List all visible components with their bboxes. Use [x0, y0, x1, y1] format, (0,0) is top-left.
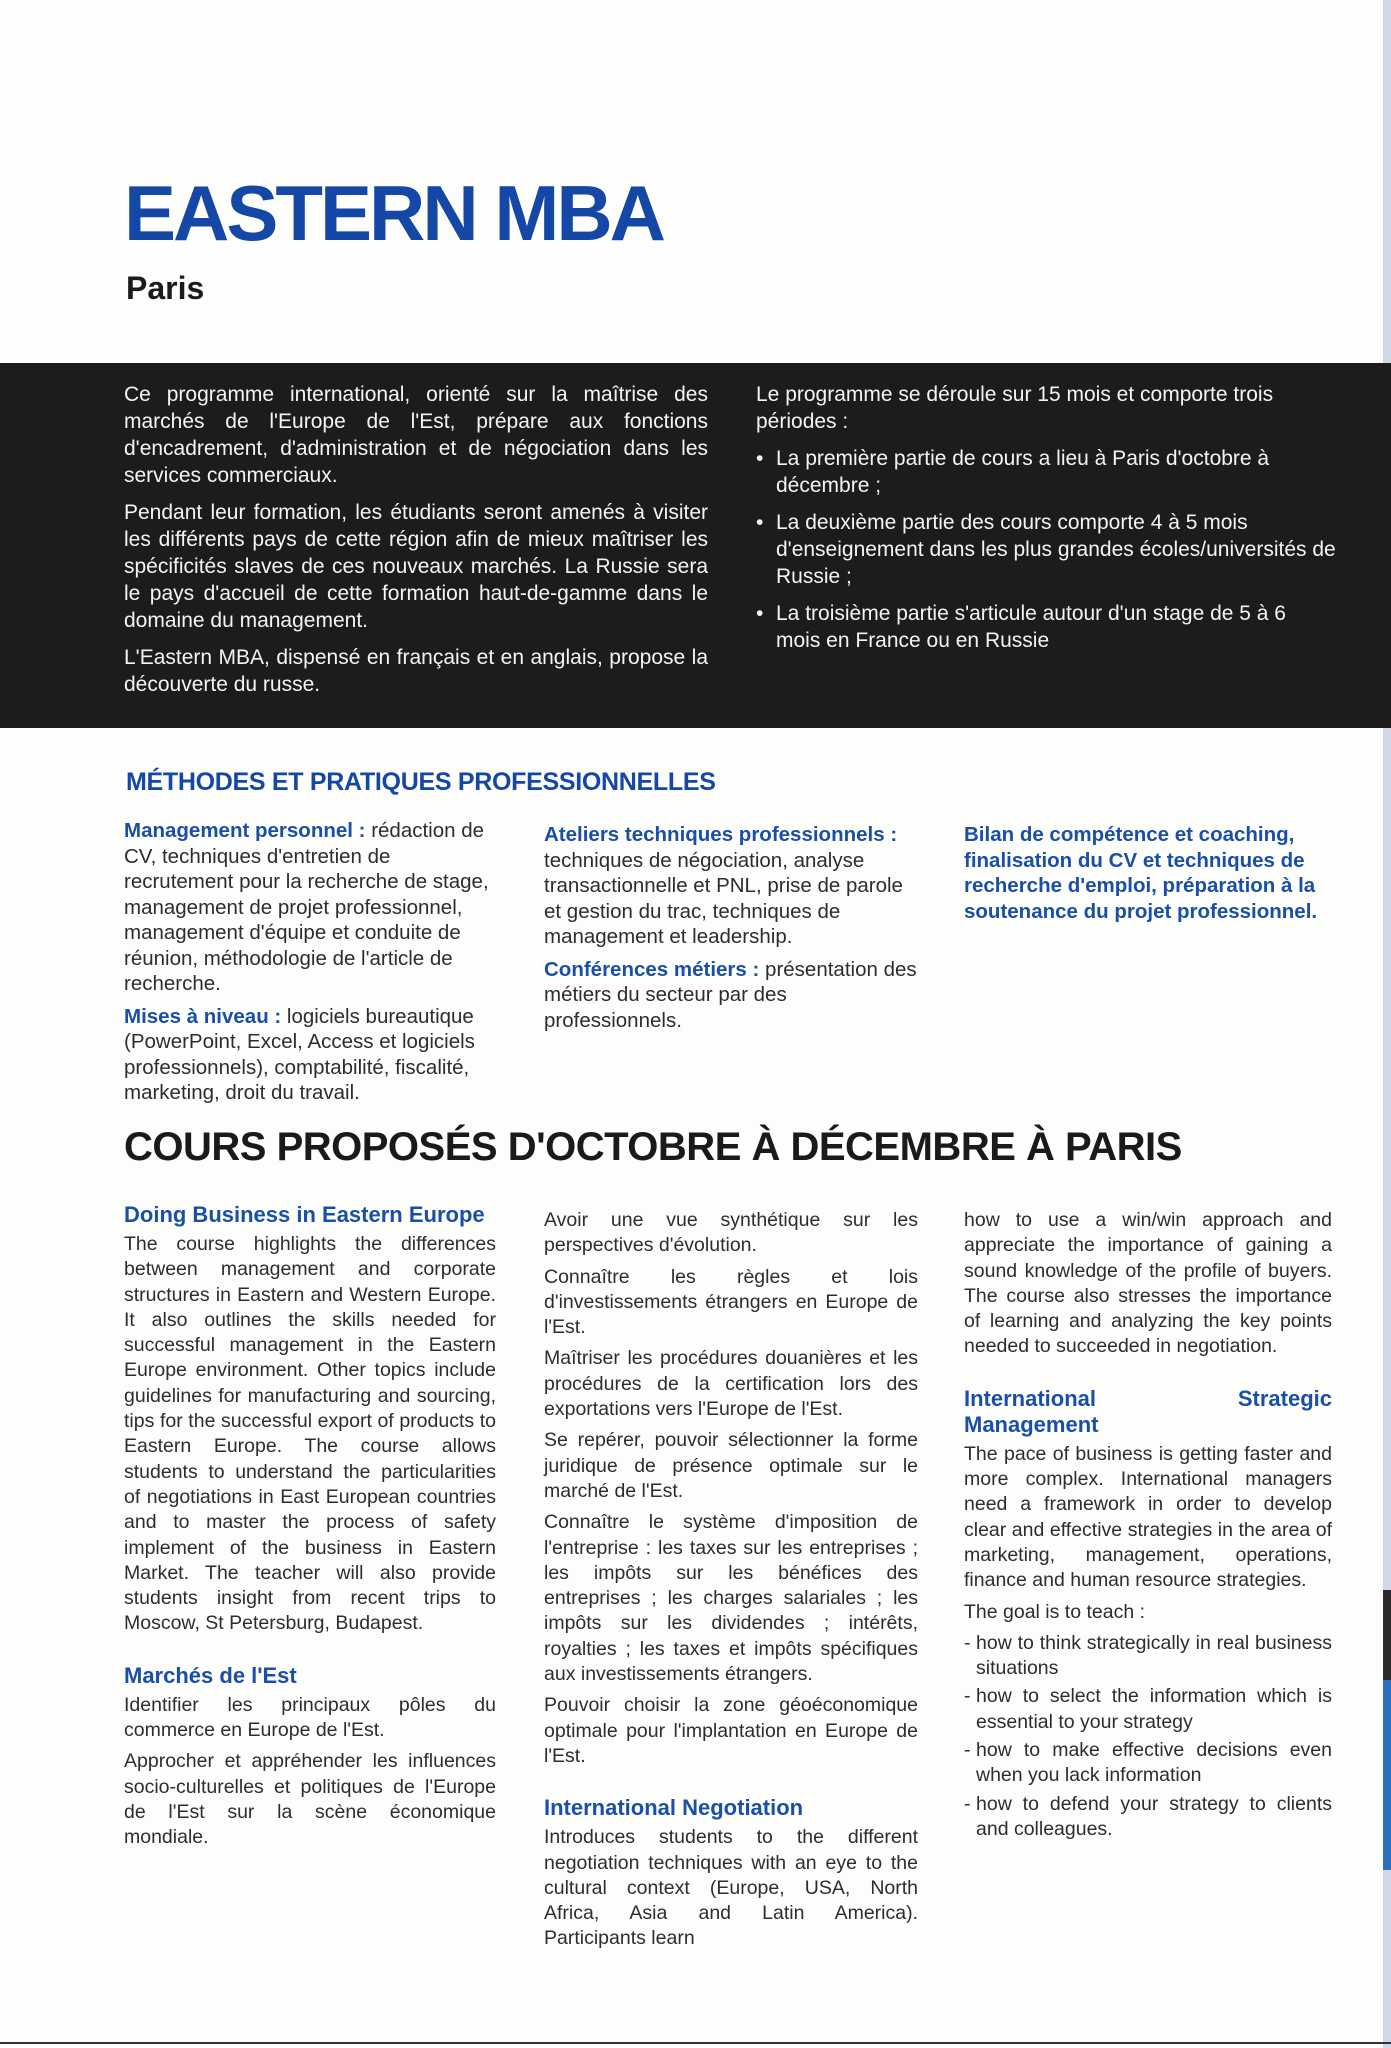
methods-item-lead: Conférences métiers :	[544, 957, 760, 981]
page-bottom-edge	[0, 2042, 1391, 2044]
dash-icon: -	[964, 1739, 971, 1762]
page-subtitle: Paris	[126, 270, 205, 306]
course-text-strategic: The pace of business is getting faster and more complex. International managers need a framework in order to develop clear and effective strategies in the area of marketing, management, operations, finance and human resource strategies.	[964, 1442, 1332, 1592]
bullet-icon: •	[756, 511, 764, 534]
methods-item-lead: Ateliers techniques professionnels :	[544, 823, 898, 846]
course-text-negotiation: Introduces students to the different negotiation techniques with an eye to the cultural context (Europe, USA, North Africa, Asia and Latin America). Participants learn	[544, 1826, 918, 1950]
bullet-icon: •	[756, 447, 764, 470]
list-item: - how to defend your strategy to clients and colleagues.	[964, 1792, 1332, 1840]
dash-icon: -	[964, 1792, 971, 1815]
methods-item	[124, 818, 496, 997]
course-goal-label: The goal is to teach :	[964, 1600, 1146, 1623]
methods-item-text: rédaction de CV, techniques d'entretien de recrutement pour la recherche de stage, management de projet professionnel, management d'équipe et conduite de réunion, méthodologie de l'article de recherche.	[124, 819, 489, 995]
intro-band	[0, 363, 1391, 728]
intro-paragraph: Pendant leur formation, les étudiants seront amenés à visiter les différents pays de cette région afin de mieux maîtriser les spécificités slaves de ces nouveaux marchés. La Russie sera le pays d'accueil de cette formation haut-de-gamme dans le domaine du management.	[124, 501, 708, 632]
list-item: • La troisième partie s'articule autour d'un stage de 5 à 6 mois en France ou en Russie	[756, 602, 1286, 652]
program-duration: Le programme se déroule sur 15 mois et comporte trois périodes :	[756, 383, 1274, 433]
courses-heading: COURS PROPOSÉS D'OCTOBRE À DÉCEMBRE À PARIS	[124, 1125, 1182, 1169]
page-title: EASTERN MBA	[124, 169, 664, 257]
methods-item-text: présentation des métiers du secteur par des professionnels.	[544, 957, 917, 1032]
dash-icon: -	[964, 1631, 971, 1654]
methods-column-2	[544, 822, 918, 1040]
intro-left-column	[124, 381, 708, 708]
methods-item-lead: Mises à niveau :	[124, 1004, 282, 1028]
courses-column-2	[544, 1208, 918, 1958]
intro-paragraph: Ce programme international, orienté sur la maîtrise des marchés de l'Europe de l'Est, prépare aux fonctions d'encadrement, d'administration et de négociation dans les services commerciaux.	[124, 383, 708, 487]
bullet-icon: •	[756, 602, 764, 625]
course-text-marches: Connaître le système d'imposition de l'entreprise : les taxes sur les entreprises ; les impôts sur les bénéfices des entreprises ; les charges salariales ; les impôts sur les dividendes ; intérêts, royalties ; les taxes et impôts spécifiques aux investissements étrangers.	[544, 1511, 918, 1686]
courses-column-3	[964, 1208, 1332, 1845]
course-text-negotiation: how to use a win/win approach and appreciate the importance of gaining a sound knowledge of the profile of buyers. The course also stresses the importance of learning and analyzing the key points needed to succeeded in negotiation.	[964, 1209, 1332, 1358]
methods-column-3	[964, 822, 1336, 931]
list-item: - how to think strategically in real business situations	[964, 1631, 1332, 1680]
course-text-marches: Avoir une vue synthétique sur les perspectives d'évolution.	[544, 1209, 918, 1257]
courses-column-1	[124, 1202, 496, 1857]
page-edge-mark-blue	[1383, 1680, 1391, 1870]
course-title-marches: Marchés de l'Est	[124, 1662, 297, 1688]
intro-paragraph: L'Eastern MBA, dispensé en français et en anglais, propose la découverte du russe.	[124, 646, 708, 696]
list-item: - how to make effective decisions even when you lack information	[964, 1739, 1332, 1787]
list-item: • La première partie de cours a lieu à Paris d'octobre à décembre ;	[756, 447, 1270, 497]
course-title-negotiation: International Negotiation	[544, 1795, 804, 1821]
list-item: - how to select the information which is essential to your strategy	[964, 1685, 1332, 1733]
course-text-marches: Connaître les règles et lois d'investissements étrangers en Europe de l'Est.	[544, 1265, 918, 1339]
intro-right-column	[756, 381, 1336, 664]
list-item: • La deuxième partie des cours comporte 4 à 5 mois d'enseignement dans les plus grandes écoles/universités de Russie ;	[756, 511, 1336, 588]
course-text-marches: Pouvoir choisir la zone géoéconomique optimale pour l'implantation en Europe de l'Est.	[544, 1694, 918, 1767]
page-edge-mark-dark	[1383, 1590, 1391, 1680]
methods-item	[544, 822, 918, 950]
methods-item	[544, 957, 918, 1034]
course-text-marches: Identifier les principaux pôles du commerce en Europe de l'Est.	[124, 1693, 496, 1742]
course-text-marches: Se repérer, pouvoir sélectionner la forme juridique de présence optimale sur le marché de l'Est.	[544, 1429, 918, 1502]
methods-column-1	[124, 818, 496, 1113]
course-title-strategic: International Strategic Management	[964, 1385, 1332, 1437]
methods-item-text: logiciels bureautique (PowerPoint, Excel, Access et logiciels professionnels), comptabilité, fiscalité, marketing, droit du travail.	[124, 1004, 475, 1104]
dash-icon: -	[964, 1685, 971, 1708]
methods-item	[124, 1004, 496, 1106]
course-text-marches: Approcher et appréhender les influences socio-culturelles et politiques de l'Europe de l'Est sur la scène économique mondiale.	[124, 1750, 496, 1849]
methods-coaching-text: Bilan de compétence et coaching, finalisation du CV et techniques de recherche d'emploi, préparation à la soutenance du projet professionnel.	[964, 823, 1318, 923]
program-periods-list	[756, 445, 1336, 654]
course-text-marches: Maîtriser les procédures douanières et les procédures de la certification lors des exportations vers l'Europe de l'Est.	[544, 1347, 918, 1421]
methods-item-text: techniques de négociation, analyse transactionnelle et PNL, prise de parole et gestion du trac, techniques de management et leadership.	[544, 848, 903, 948]
course-title-doing-business: Doing Business in Eastern Europe	[124, 1202, 485, 1227]
methods-item-lead: Management personnel :	[124, 819, 366, 842]
course-goals-list	[964, 1631, 1332, 1842]
course-text-doing-business: The course highlights the differences between management and corporate structures in Eastern and Western Europe. It also outlines the skills needed for successful management in the Eastern Europe environment. Other topics include guidelines for manufacturing and sourcing, tips for the successful export of products to Eastern Europe. The course allows students to understand the particularities of negotiations in East European countries and to master the process of safety implement of the business in Eastern Market. The teacher will also provide students insight from recent trips to Moscow, St Petersburg, Budapest.	[124, 1233, 496, 1635]
methods-heading: MÉTHODES ET PRATIQUES PROFESSIONNELLES	[126, 768, 716, 796]
